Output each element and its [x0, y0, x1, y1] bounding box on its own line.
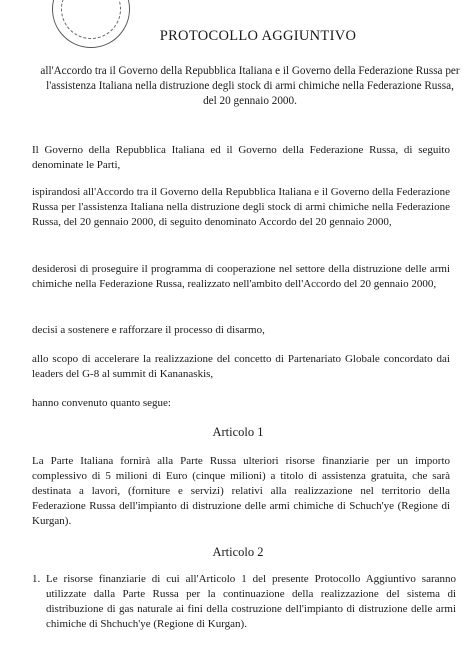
article-2-heading: Articolo 2	[212, 545, 264, 559]
preamble-paragraph-6: hanno convenuto quanto segue:	[32, 397, 171, 409]
preamble-paragraph-2: ispirandosi all'Accordo tra il Governo della Repubblica Italiana e il Governo della Federazione Russa per l'assistenza Italiana nella distruzione degli stock di armi chimiche nella Federazione Russa, del 20 gennaio 2000, di seguito denominato Accordo del 20 gennaio 2000,	[32, 186, 450, 228]
item-text: Le risorse finanziarie di cui all'Articolo 1 del presente Protocollo Aggiuntivo saranno utilizzate dalla Parte Russa per la continuazione della realizzazione del sistema di distribuzione di gas naturale ai fini della costruzione dell'impianto di distruzione delle armi chimiche di Shchuch'ye (Regione di Kurgan).	[46, 573, 456, 630]
preamble-paragraph-4: decisi a sostenere e rafforzare il processo di disarmo,	[32, 324, 265, 336]
item-number: 1.	[32, 573, 41, 585]
article-1-text: La Parte Italiana fornirà alla Parte Russa ulteriori risorse finanziarie per un importo complessivo di 5 milioni di Euro (cinque milioni) a titolo di assistenza gratuita, che sarà destinata a lavori, (forniture e servizi) relativi alla realizzazione nel territorio della Federazione Russa dell'impianto di distruzione delle armi chimiche di Schuch'ye (Regione di Kurgan).	[32, 455, 450, 527]
article-2-item-1	[32, 572, 456, 632]
preamble-paragraph-5: allo scopo di accelerare la realizzazione del concetto di Partenariato Globale concordato dai leaders del G-8 al summit di Kananaskis,	[32, 353, 450, 380]
preamble-paragraph-1: Il Governo della Repubblica Italiana ed il Governo della Federazione Russa, di seguito denominate le Parti,	[32, 144, 450, 171]
document-title: PROTOCOLLO AGGIUNTIVO	[159, 28, 357, 44]
preamble-paragraph-3: desiderosi di proseguire il programma di cooperazione nel settore della distruzione delle armi chimiche nella Federazione Russa, realizzato nell'ambito dell'Accordo del 20 gennaio 2000,	[32, 263, 450, 290]
document-subtitle: all'Accordo tra il Governo della Repubblica Italiana e il Governo della Federazione Russa per l'assistenza Italiana nella distruzione degli stock di armi chimiche nella Federazione Russa, del 20 gennaio 2000.	[40, 65, 460, 107]
article-1-heading: Articolo 1	[212, 425, 264, 439]
